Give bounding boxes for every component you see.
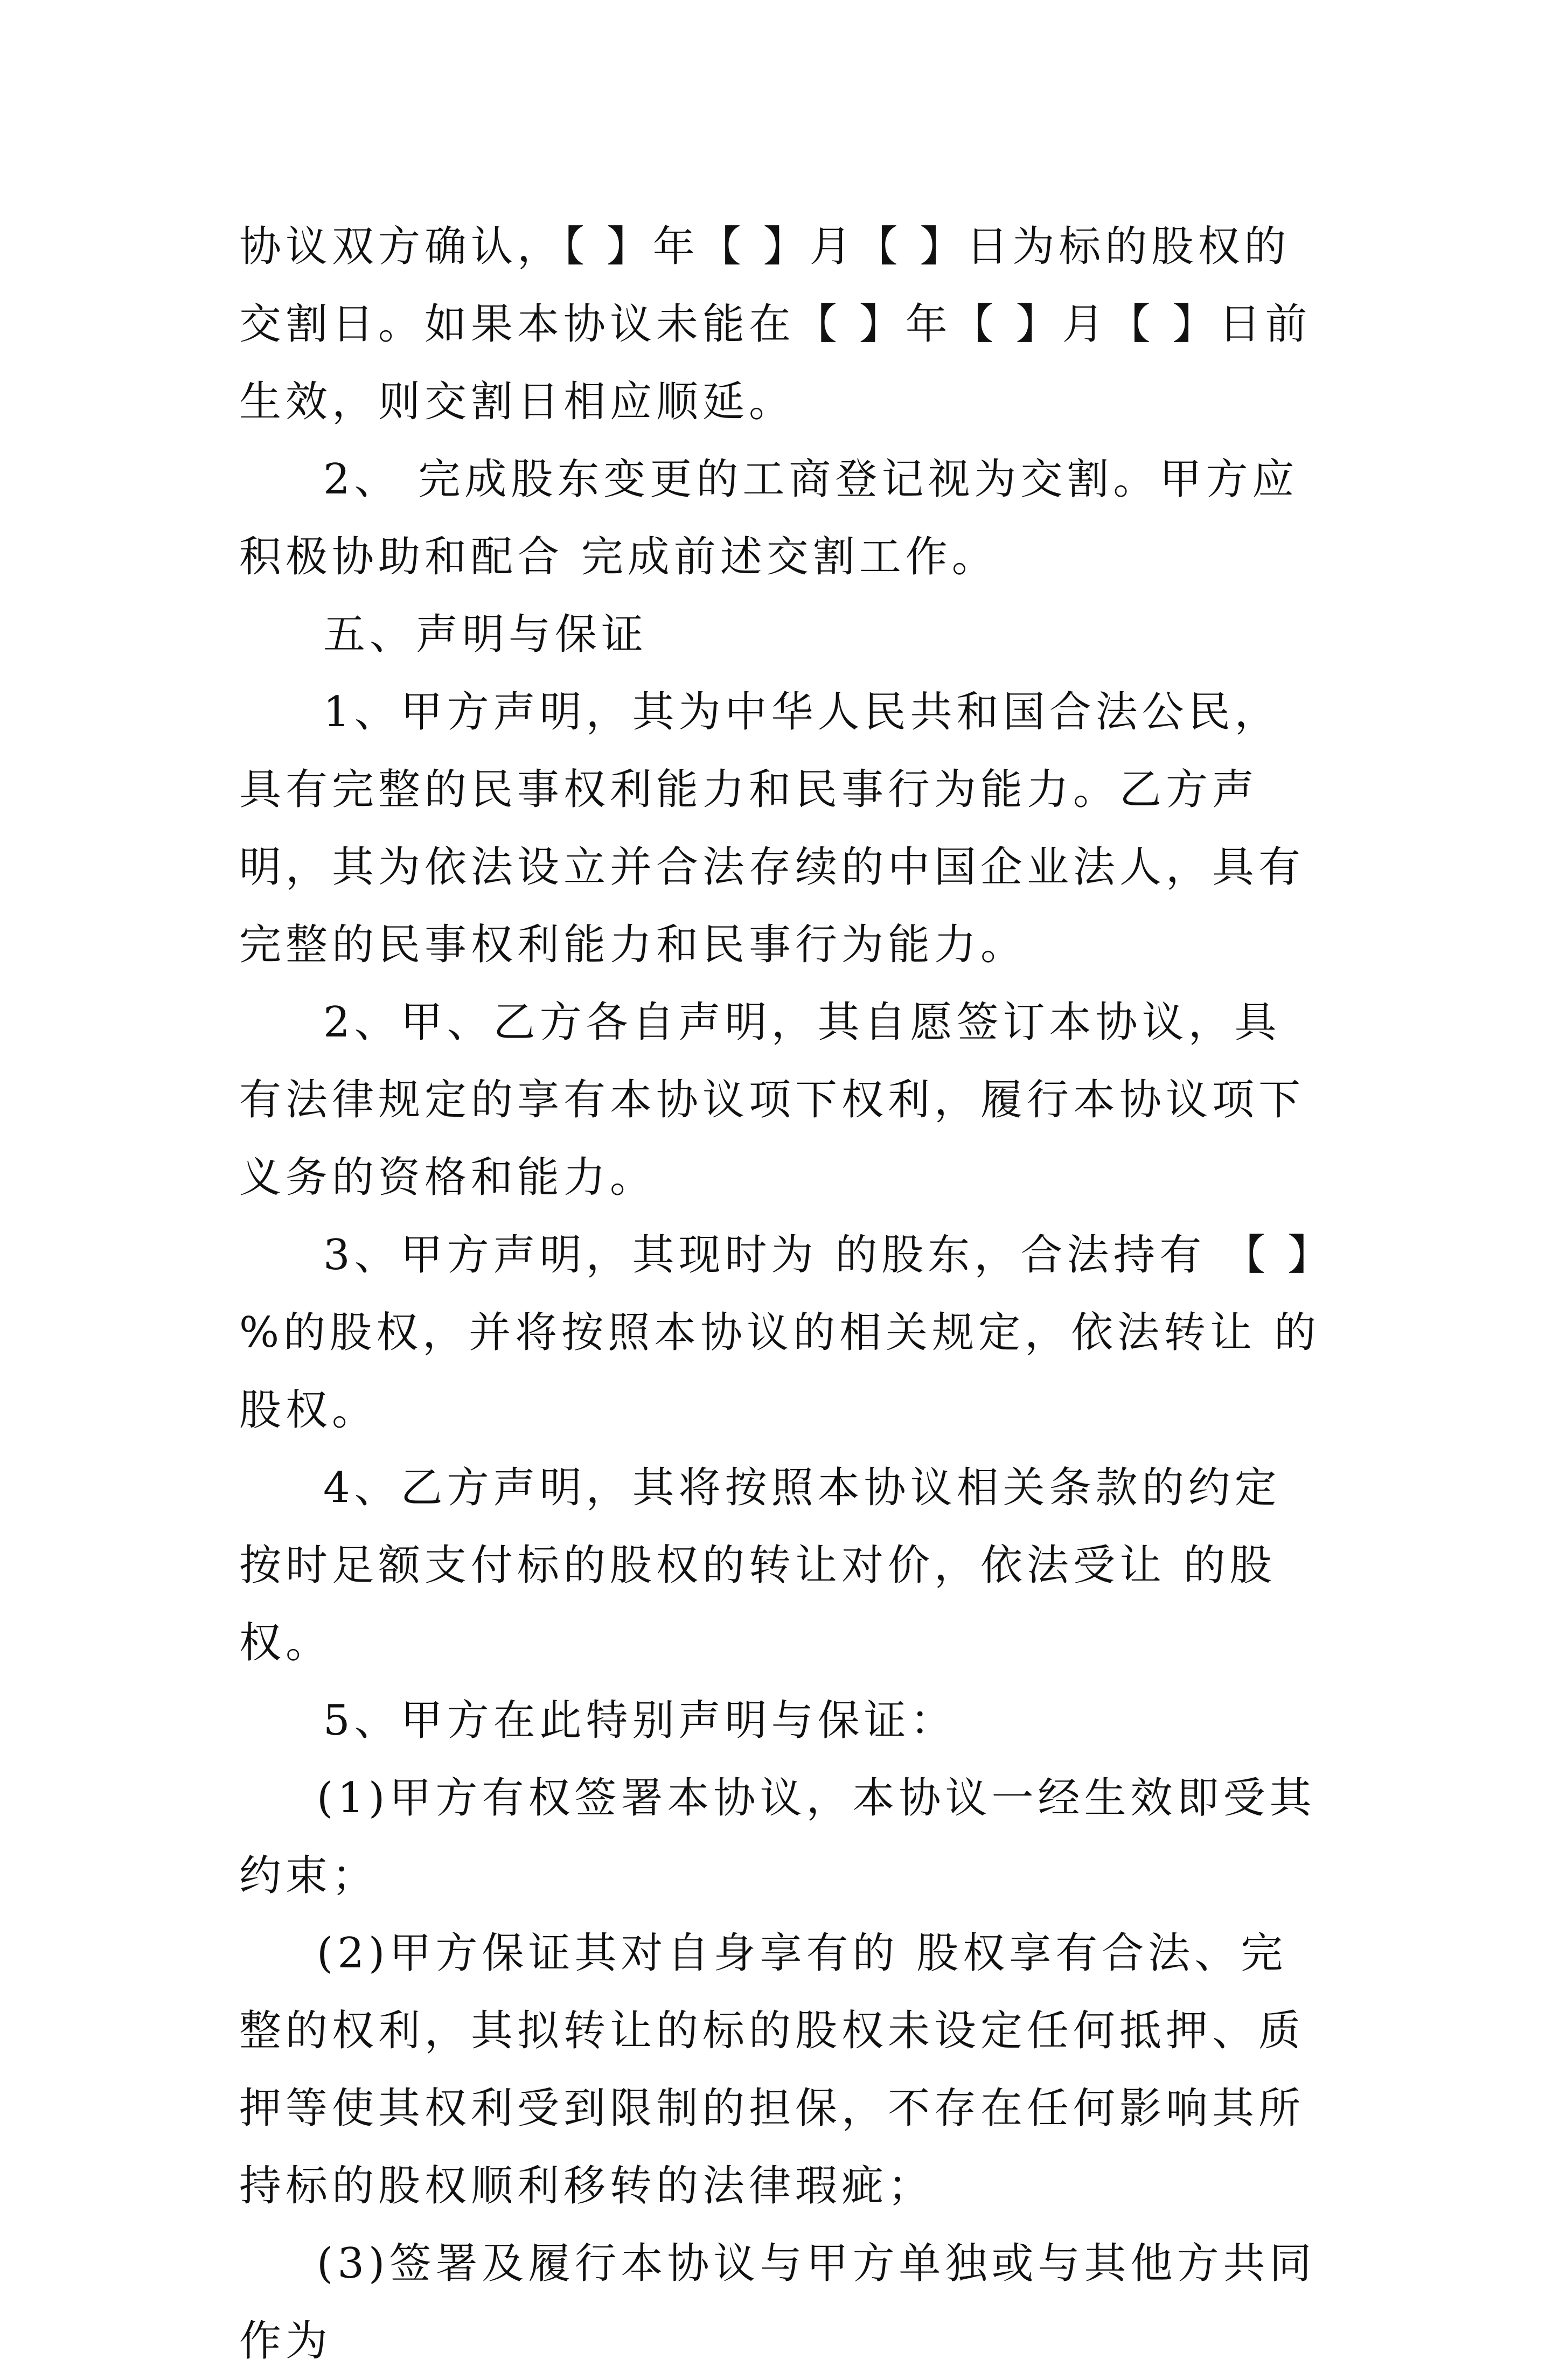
list-item-2: (2)甲方保证其对自身享有的 股权享有合法、完整的权利，其拟转让的标的股权未设定任何抵押、质押等使其权利受到限制的担保，不存在任何影响其所持标的股权顺利移转的法律瑕疵； [239,1929,1305,2210]
paragraph-shareholding: 3、甲方声明，其现时为 的股东，合法持有 【 】%的股权，并将按照本协议的相关规定，依法转让 的股权。 [239,1231,1320,1435]
paragraph-party-capacity: 1、甲方声明，其为中华人民共和国合法公民，具有完整的民事权利能力和民事行为能力。乙方声明，其为依法设立并合法存续的中国企业法人，具有完整的民事权利能力和民事行为能力。 [239,688,1305,969]
paragraph-special-warranty: 5、甲方在此特别声明与保证： [323,1696,957,1745]
paragraph-closing-date: 协议双方确认，【 】年【 】月【 】日为标的股权的交割日。如果本协议未能在【 】年【 】月【 】日前生效，则交割日相应顺延。 [239,222,1312,426]
list-item-3: (3)签署及履行本协议与甲方单独或与其他方共同作为 [239,2239,1316,2365]
list-item-1: (1)甲方有权签署本协议，本协议一经生效即受其约束； [239,1774,1316,1900]
paragraph-delivery-clause: 2、 完成股东变更的工商登记视为交割。甲方应积极协助和配合 完成前述交割工作。 [239,455,1299,581]
section-heading: 五、声明与保证 [323,610,648,659]
paragraph-voluntary-signing: 2、甲、乙方各自声明，其自愿签订本协议，具有法律规定的享有本协议项下权利，履行本协议项下义务的资格和能力。 [239,998,1305,1202]
paragraph-payment: 4、乙方声明，其将按照本协议相关条款的约定按时足额支付标的股权的转让对价，依法受让 的股权。 [239,1464,1281,1667]
document-body [239,208,1322,2380]
